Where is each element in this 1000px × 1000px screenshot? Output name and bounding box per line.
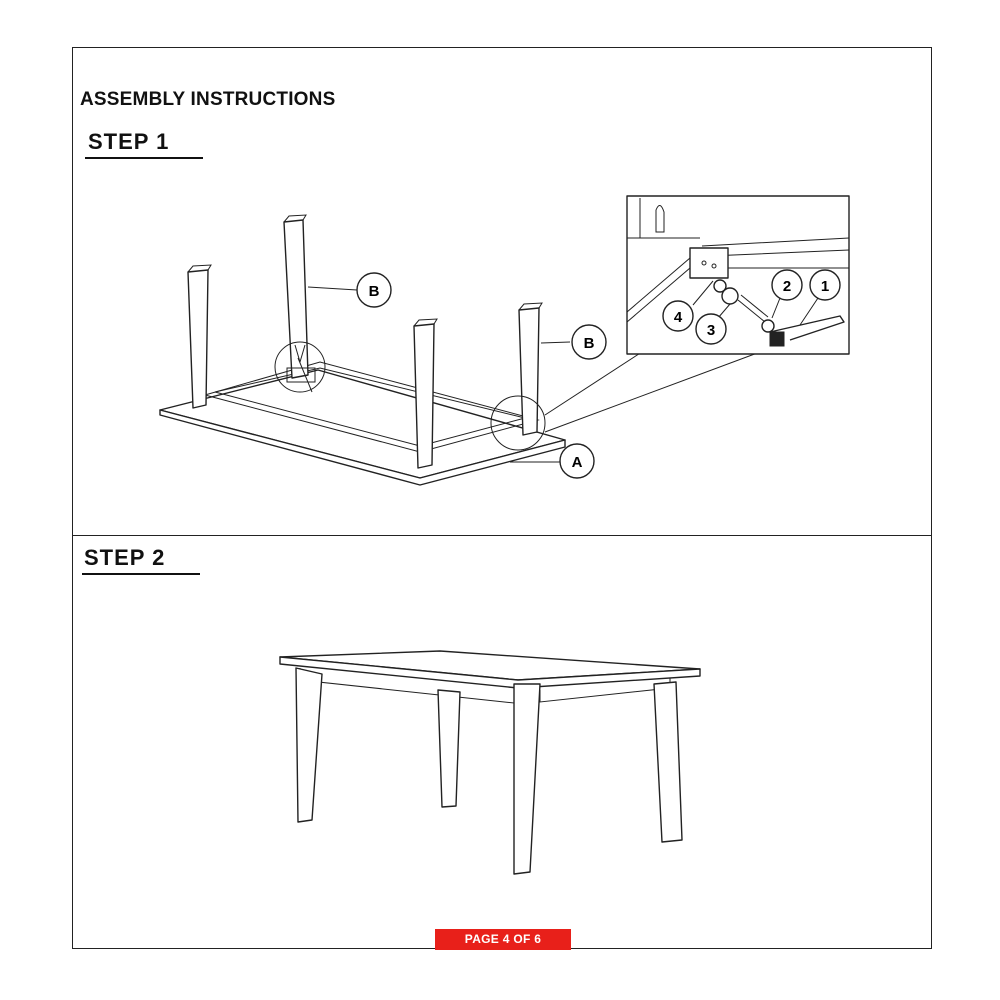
document-title: ASSEMBLY INSTRUCTIONS (80, 89, 336, 110)
step2-heading: STEP 2 (84, 545, 166, 570)
leg-back-left (284, 220, 308, 378)
leg-front-right (414, 324, 434, 468)
callout-b-left-label: B (368, 283, 380, 300)
leg-front-left (188, 270, 208, 408)
leg-back-left (438, 690, 460, 807)
leader-leg-b-right (541, 342, 570, 343)
leader-leg-b-left (308, 287, 357, 290)
inset-washer-3 (722, 288, 738, 304)
page-indicator: PAGE 4 OF 6 (435, 929, 571, 950)
hardware-detail-inset (627, 196, 849, 354)
leg-back-right (654, 682, 682, 842)
leg-front-right (514, 684, 540, 874)
callout-1-label: 1 (820, 278, 830, 295)
step1-heading: STEP 1 (88, 129, 170, 154)
callout-3-label: 3 (706, 322, 716, 339)
inset-corner-bracket (690, 248, 728, 278)
leg-front-left (296, 668, 322, 822)
callout-4-label: 4 (673, 309, 683, 326)
step2-assembled-table-illustration (280, 651, 700, 874)
callout-2-label: 2 (782, 278, 792, 295)
callout-a-label: A (571, 454, 583, 471)
callout-b-right-label: B (583, 335, 595, 352)
leg-back-right (519, 308, 539, 435)
